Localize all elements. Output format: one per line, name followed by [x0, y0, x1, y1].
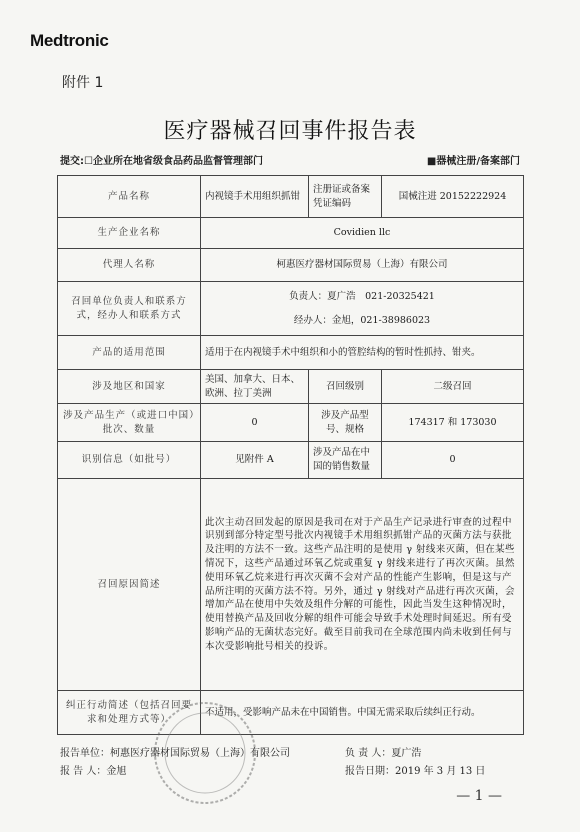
- id-label: 识别信息（如批号）: [58, 442, 201, 479]
- region-label: 涉及地区和国家: [58, 370, 201, 404]
- table-row: [58, 218, 524, 249]
- recall-report-table: [57, 175, 524, 735]
- contact-line-handler: 经办人：金旭，021-38986023: [293, 314, 431, 326]
- attachment-label: 附件 1: [62, 75, 104, 91]
- table-row: [58, 404, 524, 442]
- usage-value: 适用于在内视镜手术中组织和小的管腔结构的暂时性抓持、钳夹。: [201, 336, 524, 370]
- batches-label: 涉及产品生产（或进口中国）批次、数量: [58, 404, 201, 442]
- table-row: [58, 442, 524, 479]
- usage-label: 产品的适用范围: [58, 336, 201, 370]
- model-value: 174317 和 173030: [382, 404, 524, 442]
- manufacturer-label: 生产企业名称: [58, 218, 201, 249]
- contact-value: [201, 282, 524, 336]
- table-row: [58, 249, 524, 282]
- product-name-value: 内视镜手术用组织抓钳: [201, 176, 309, 218]
- submit-to-registration: ■器械注册/备案部门: [426, 156, 520, 167]
- batches-value: 0: [201, 404, 309, 442]
- product-name-label: 产品名称: [58, 176, 201, 218]
- submit-to-provincial: 提交:☐企业所在地省级食品药品监督管理部门: [60, 156, 263, 167]
- reporting-unit: 报告单位：柯惠医疗器材国际贸易（上海）有限公司: [60, 748, 290, 759]
- china-sales-value: 0: [382, 442, 524, 479]
- contact-line-responsible: 负责人：夏广浩 021-20325421: [289, 290, 435, 302]
- page-number: — 1 —: [456, 788, 502, 804]
- recall-level-value: 二级召回: [382, 370, 524, 404]
- agent-label: 代理人名称: [58, 249, 201, 282]
- corrective-value: 不适用，受影响产品未在中国销售。中国无需采取后续纠正行动。: [201, 691, 524, 735]
- model-label: 涉及产品型号、规格: [309, 404, 382, 442]
- china-sales-label: 涉及产品在中国的销售数量: [309, 442, 382, 479]
- manufacturer-value: Covidien llc: [201, 218, 524, 249]
- responsible-person: 负 责 人：夏广浩: [345, 748, 422, 759]
- contact-label: 召回单位负责人和联系方式，经办人和联系方式: [58, 282, 201, 336]
- table-row: [58, 282, 524, 336]
- reporter: 报 告 人：金旭: [60, 766, 127, 777]
- corrective-label: 纠正行动简述（包括召回要求和处理方式等）: [58, 691, 201, 735]
- brand-logo-text: Medtronic: [30, 31, 109, 50]
- recall-level-label: 召回级别: [309, 370, 382, 404]
- reason-value: 此次主动召回发起的原因是我司在对于产品生产记录进行审查的过程中识别到部分特定型号批次内视镜手术用组织抓钳产品的灭菌方法与获批及注明的方法不一致。这些产品注明的是使用 γ 射线来灭菌，但在某些情况下，这些产品通过环氧乙烷或重复 γ 射线来进行了再次灭菌。虽然使用环氧乙烷来进行再次灭菌不会对产品的性能产生影响，但是这与产品所注明的灭菌方法不符。另外，通过 γ 射线对产品进行再次灭菌，会增加产品在使用中失效及组件分解的可能性，因此当发生这种情况时，使用替换产品及回收分解的组件可能会导致手术处理时间延迟。所有受影响产品的无菌状态完好。截至目前我司在全球范围内尚未收到任何与本次受影响批号相关的投诉。: [201, 479, 524, 691]
- table-row: [58, 336, 524, 370]
- region-value: 美国、加拿大、日本、欧洲、拉丁美洲: [201, 370, 309, 404]
- table-row: [58, 479, 524, 691]
- table-row: [58, 176, 524, 218]
- id-value: 见附件 A: [201, 442, 309, 479]
- reg-cert-label: 注册证或备案凭证编码: [309, 176, 382, 218]
- table-row: [58, 691, 524, 735]
- form-title: 医疗器械召回事件报告表: [163, 119, 417, 144]
- agent-value: 柯惠医疗器材国际贸易（上海）有限公司: [201, 249, 524, 282]
- reg-cert-value: 国械注进 20152222924: [382, 176, 524, 218]
- report-date: 报告日期：2019 年 3 月 13 日: [345, 766, 486, 777]
- table-row: [58, 370, 524, 404]
- reason-label: 召回原因简述: [58, 479, 201, 691]
